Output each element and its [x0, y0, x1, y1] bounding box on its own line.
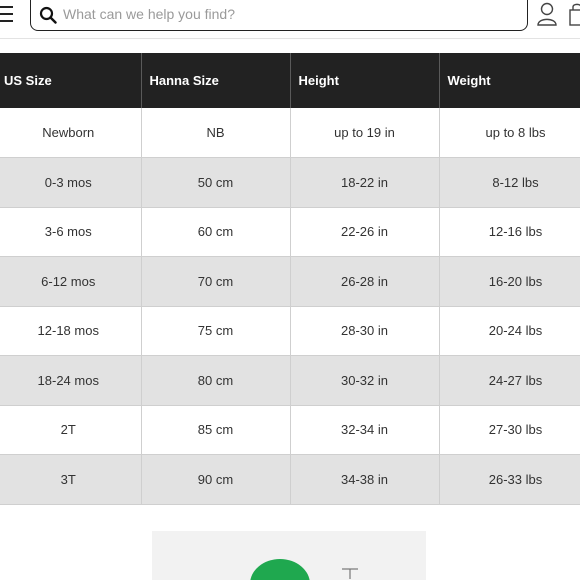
cell-weight: 27-30 lbs: [439, 405, 580, 455]
cell-us-size: 12-18 mos: [0, 306, 141, 356]
hamburger-menu-icon[interactable]: [0, 6, 14, 24]
table-row: [0, 405, 580, 455]
search-icon[interactable]: [39, 6, 57, 24]
table-row: [0, 455, 580, 505]
cell-weight: up to 8 lbs: [439, 108, 580, 158]
table-row: [0, 306, 580, 356]
cell-height: 26-28 in: [290, 257, 439, 307]
cell-us-size: 3-6 mos: [0, 207, 141, 257]
cell-hanna-size: 75 cm: [141, 306, 290, 356]
cell-hanna-size: 90 cm: [141, 455, 290, 505]
cell-height: 28-30 in: [290, 306, 439, 356]
cell-height: 34-38 in: [290, 455, 439, 505]
cell-us-size: 0-3 mos: [0, 158, 141, 208]
cell-us-size: 6-12 mos: [0, 257, 141, 307]
table-row: [0, 257, 580, 307]
cell-weight: 24-27 lbs: [439, 356, 580, 406]
size-chart-table: [0, 53, 580, 505]
table-header-row: [0, 53, 580, 108]
cell-weight: 26-33 lbs: [439, 455, 580, 505]
cell-us-size: 2T: [0, 405, 141, 455]
cell-hanna-size: NB: [141, 108, 290, 158]
table-row: [0, 108, 580, 158]
cell-weight: 8-12 lbs: [439, 158, 580, 208]
cell-height: 30-32 in: [290, 356, 439, 406]
header-weight: Weight: [439, 53, 580, 108]
account-icon[interactable]: [536, 2, 558, 26]
cell-height: up to 19 in: [290, 108, 439, 158]
cell-height: 18-22 in: [290, 158, 439, 208]
header-height: Height: [290, 53, 439, 108]
table-row: [0, 356, 580, 406]
cell-weight: 12-16 lbs: [439, 207, 580, 257]
cell-hanna-size: 70 cm: [141, 257, 290, 307]
header-hanna-size: Hanna Size: [141, 53, 290, 108]
cell-us-size: Newborn: [0, 108, 141, 158]
cell-hanna-size: 50 cm: [141, 158, 290, 208]
cell-hanna-size: 80 cm: [141, 356, 290, 406]
size-tag-icon: [342, 567, 358, 579]
cell-height: 32-34 in: [290, 405, 439, 455]
top-bar: [0, 0, 580, 40]
product-image[interactable]: [152, 531, 426, 580]
cell-hanna-size: 85 cm: [141, 405, 290, 455]
shopping-bag-icon[interactable]: [569, 2, 580, 26]
table-row: [0, 207, 580, 257]
cell-us-size: 18-24 mos: [0, 356, 141, 406]
header-divider: [0, 38, 580, 39]
table-row: [0, 158, 580, 208]
search-bar[interactable]: [30, 0, 528, 31]
green-hat-image: [250, 559, 310, 580]
cell-height: 22-26 in: [290, 207, 439, 257]
cell-weight: 16-20 lbs: [439, 257, 580, 307]
cell-weight: 20-24 lbs: [439, 306, 580, 356]
cell-us-size: 3T: [0, 455, 141, 505]
header-us-size: US Size: [0, 53, 141, 108]
search-input[interactable]: [63, 3, 503, 25]
cell-hanna-size: 60 cm: [141, 207, 290, 257]
